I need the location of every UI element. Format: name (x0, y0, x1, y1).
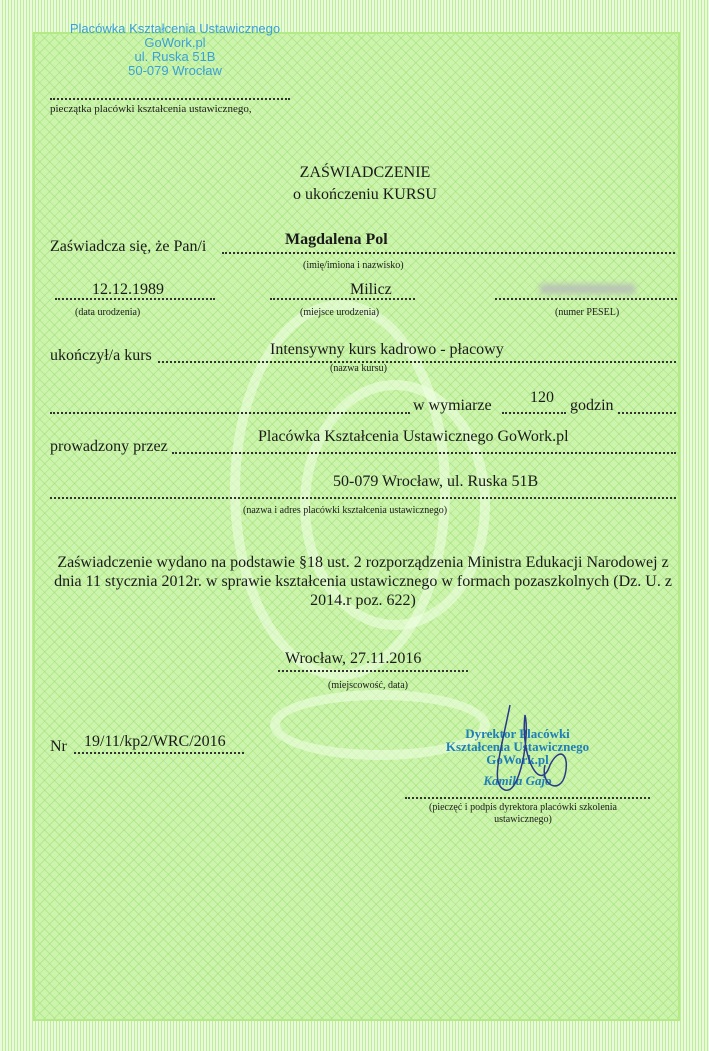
course-label: (nazwa kursu) (330, 363, 387, 374)
full-name: Magdalena Pol (285, 231, 388, 248)
signature-label: (pieczęć i podpis dyrektora placówki szkolenia ustawicznego) (429, 802, 617, 825)
pesel-label: (numer PESEL) (555, 307, 620, 318)
provider-label: (nazwa i adres placówki kształcenia ustawicznego) (243, 505, 448, 516)
director-stamp-line: Kształcenia Ustawicznego (445, 739, 590, 754)
number-prefix: Nr (50, 738, 67, 755)
stamp-line: ul. Ruska 51B (134, 49, 216, 64)
pesel-redacted (540, 284, 635, 294)
birth-place-label: (miejsce urodzenia) (300, 307, 380, 318)
stamp-line: GoWork.pl (144, 35, 206, 50)
director-stamp-line: GoWork.pl (486, 752, 549, 767)
hours-value: 120 (530, 389, 554, 406)
provider-address: 50-079 Wrocław, ul. Ruska 51B (333, 473, 539, 490)
stamp-line: 50-079 Wrocław (128, 63, 222, 78)
place-date: Wrocław, 27.11.2016 (285, 650, 422, 667)
course-name: Intensywny kurs kadrowo - płacowy (270, 341, 504, 358)
document-title: ZAŚWIADCZENIE (299, 164, 431, 181)
stamp-line: Placówka Kształcenia Ustawicznego (69, 21, 281, 36)
stamp-label: pieczątka placówki kształcenia ustawicznego, (50, 103, 252, 115)
hours-prefix: w wymiarze (413, 397, 492, 414)
birth-place: Milicz (350, 281, 392, 298)
hours-suffix: godzin (570, 397, 614, 414)
place-date-label: (miejscowość, data) (328, 680, 408, 691)
course-prefix: ukończył/a kurs (50, 347, 152, 364)
document-subtitle: o ukończeniu KURSU (293, 186, 437, 203)
provider-prefix: prowadzony przez (50, 438, 168, 455)
name-prefix: Zaświadcza się, że Pan/i (50, 238, 207, 255)
director-stamp-line: Dyrektor Placówki (465, 726, 570, 741)
director-name: Kamila Gajo (483, 773, 552, 788)
certificate-number: 19/11/kp2/WRC/2016 (84, 733, 226, 750)
institution-stamp (60, 22, 290, 78)
name-label: (imię/imiona i nazwisko) (303, 260, 404, 271)
birth-date-label: (data urodzenia) (75, 307, 141, 318)
birth-date: 12.12.1989 (92, 281, 164, 298)
legal-basis-text: Zaświadczenie wydano na podstawie §18 ust. 2 rozporządzenia Ministra Edukacji Narodowej z dnia 11 stycznia 2012r. w sprawie kształcenia ustawicznego w formach pozaszkolnych (Dz. U. z 2014.r poz. 622) (54, 554, 672, 609)
provider-name: Placówka Kształcenia Ustawicznego GoWork.pl (258, 428, 569, 445)
